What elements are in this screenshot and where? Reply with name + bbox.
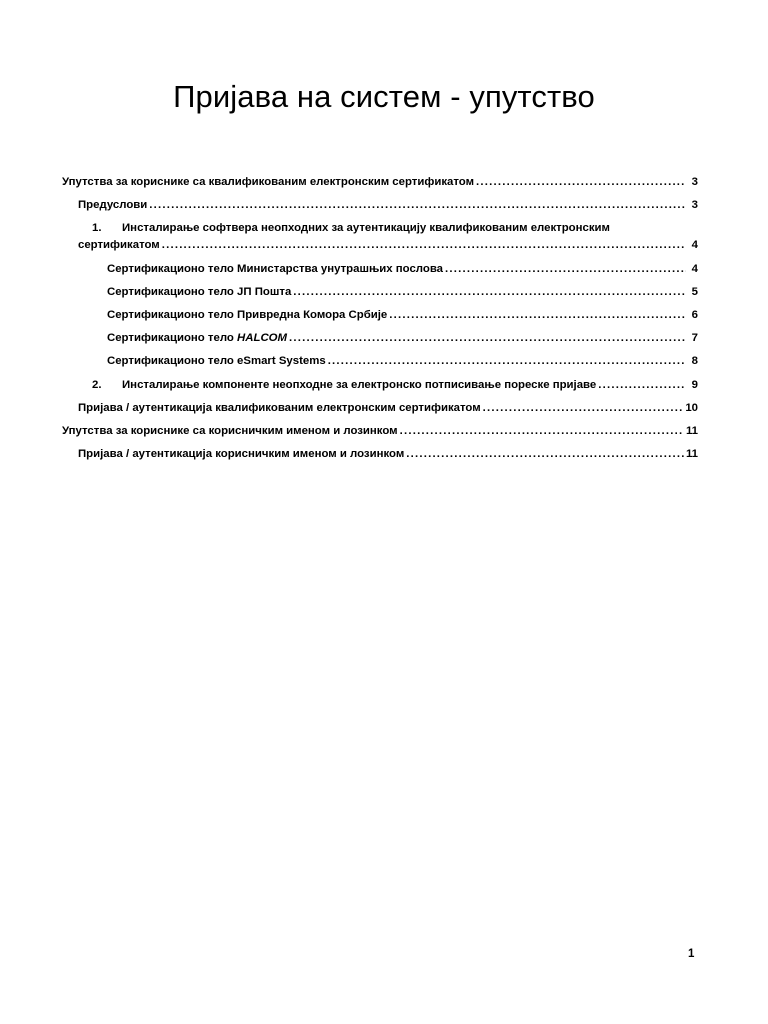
toc-page-number: 7 <box>691 332 698 345</box>
toc-entry-ca-pks[interactable] <box>62 309 698 332</box>
toc-entry-number: 2. <box>92 378 102 391</box>
table-of-contents <box>62 176 698 471</box>
page-title: Пријава на систем - упутство <box>173 78 595 114</box>
toc-entry-ca-halcom[interactable] <box>62 332 698 355</box>
toc-entry-text <box>107 332 287 344</box>
toc-leader-dots <box>389 309 686 321</box>
toc-leader-dots <box>149 199 686 211</box>
toc-entry-users-qualified-certificate[interactable] <box>62 176 698 199</box>
toc-entry-login-username-password[interactable] <box>62 448 698 471</box>
toc-entry-prerequisites[interactable] <box>62 199 698 222</box>
toc-leader-dots <box>598 379 686 391</box>
toc-page-number: 11 <box>685 424 698 437</box>
toc-page-number: 4 <box>691 262 698 275</box>
toc-page-number: 10 <box>685 401 698 414</box>
toc-entry-text: Сертификационо тело Привредна Комора Србије <box>107 308 388 321</box>
toc-entry-text-italic: HALCOM <box>237 332 288 345</box>
toc-entry-install-software-line2[interactable] <box>62 239 698 262</box>
toc-page-number: 4 <box>691 239 698 252</box>
toc-leader-dots <box>400 425 684 437</box>
toc-leader-dots <box>293 286 686 298</box>
toc-page-number: 8 <box>691 355 698 368</box>
toc-entry-text: Упутства за кориснике са корисничким именом и лозинком <box>62 424 398 437</box>
toc-entry-login-qualified-certificate[interactable] <box>62 402 698 425</box>
toc-leader-dots <box>406 448 684 460</box>
toc-entry-ca-mup[interactable] <box>62 263 698 286</box>
toc-page-number: 5 <box>691 285 698 298</box>
toc-page-number: 9 <box>691 378 698 391</box>
toc-entry-text: Инсталирање компоненте неопходне за електронско потписивање пореске пријаве <box>122 378 597 391</box>
toc-leader-dots <box>445 263 686 275</box>
toc-entry-text: Упутства за кориснике са квалификованим електронским сертификатом <box>62 176 475 188</box>
toc-entry-install-software-line1[interactable] <box>62 222 698 239</box>
toc-page-number: 3 <box>691 176 698 188</box>
toc-entry-number: 1. <box>92 222 102 235</box>
toc-leader-dots <box>162 239 686 251</box>
toc-entry-text: Пријава / аутентикација корисничким именом и лозинком <box>78 448 405 461</box>
page-number: 1 <box>688 948 695 960</box>
toc-page-number: 6 <box>691 308 698 321</box>
toc-entry-install-signing-component[interactable] <box>62 379 698 402</box>
toc-entry-ca-esmart[interactable] <box>62 355 698 378</box>
toc-leader-dots <box>289 332 686 344</box>
toc-entry-text-prefix: Сертификационо тело <box>107 332 238 345</box>
toc-leader-dots <box>483 402 684 414</box>
toc-entry-text: Предуслови <box>78 199 148 212</box>
toc-entry-users-username-password[interactable] <box>62 425 698 448</box>
toc-page-number: 11 <box>685 448 698 461</box>
toc-leader-dots <box>476 176 686 188</box>
toc-entry-text: Сертификационо тело Министарства унутрашњих послова <box>107 262 444 275</box>
toc-leader-dots <box>328 355 686 367</box>
toc-entry-text-continued: сертификатом <box>78 239 160 252</box>
toc-entry-text: Пријава / аутентикација квалификованим електронским сертификатом <box>78 401 481 414</box>
toc-page-number: 3 <box>691 199 698 212</box>
toc-entry-text: Сертификационо тело ЈП Пошта <box>107 285 292 298</box>
toc-entry-text: Инсталирање софтвера неопходних за аутентикацију квалификованим електронским <box>122 222 610 235</box>
toc-entry-text: Сертификационо тело eSmart Systems <box>107 355 326 368</box>
toc-entry-ca-posta[interactable] <box>62 286 698 309</box>
